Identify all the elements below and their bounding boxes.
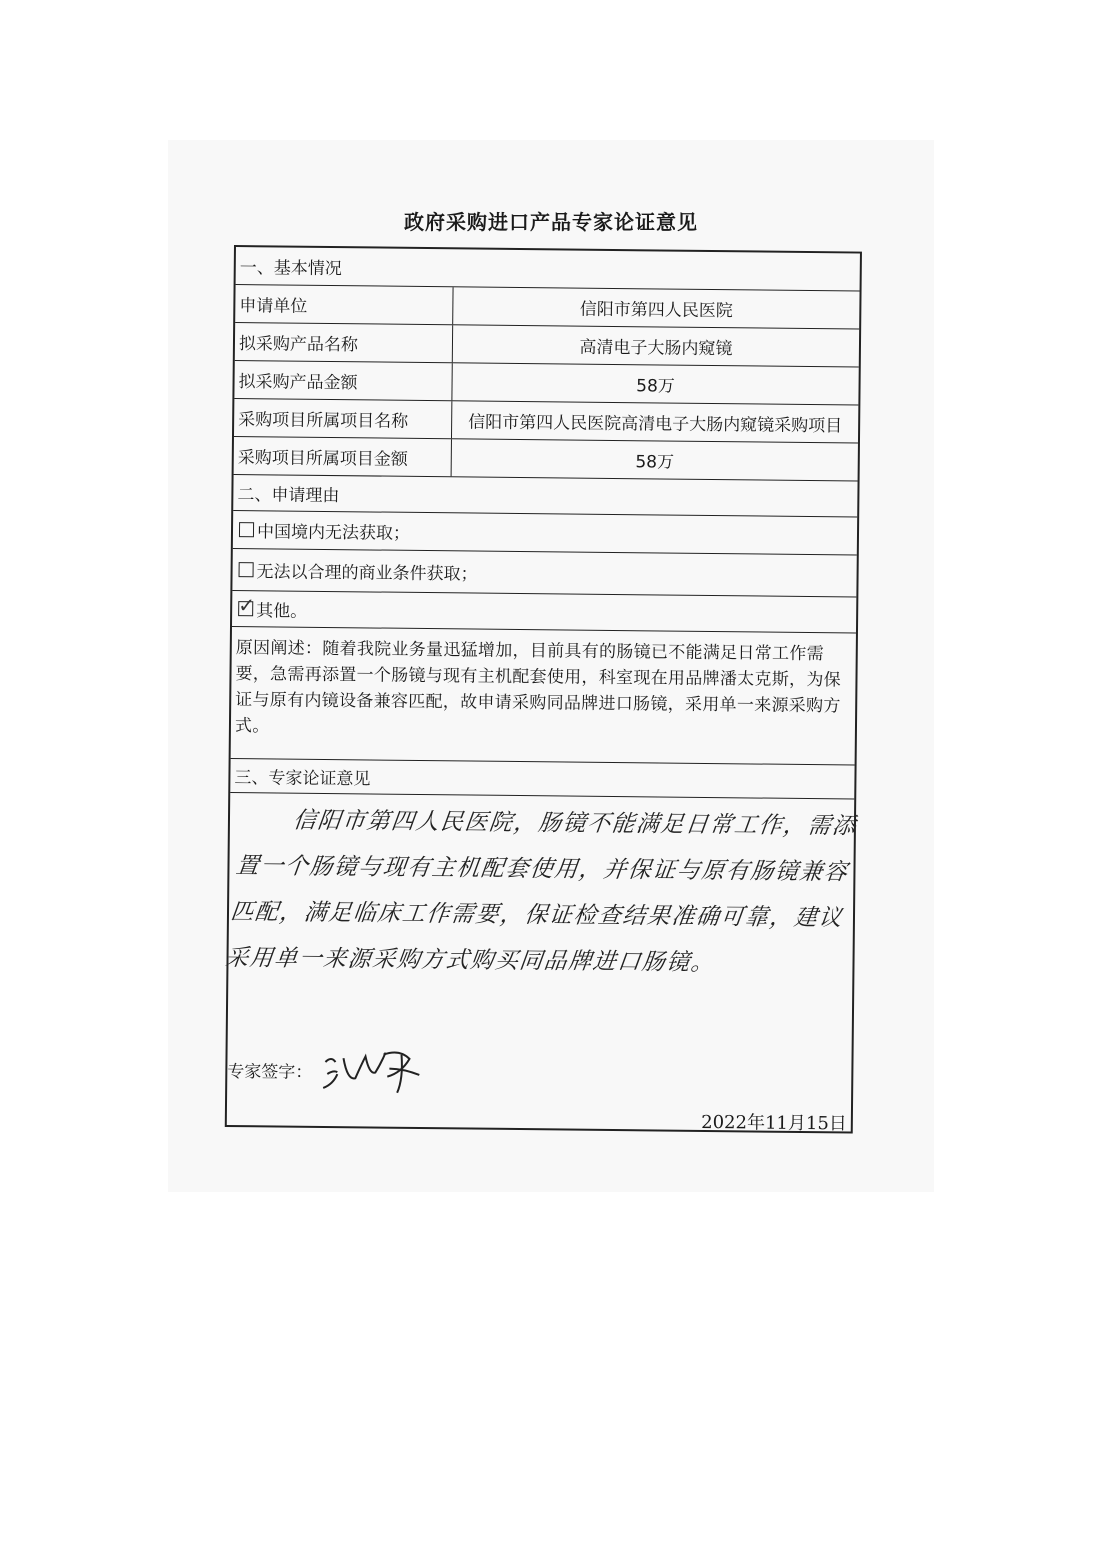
table-row xyxy=(234,437,858,482)
signature-icon xyxy=(319,1034,430,1095)
row-label: 拟采购产品金额 xyxy=(234,361,452,400)
tick-mark-icon: ✓ xyxy=(238,593,256,618)
option-label: 中国境内无法获取； xyxy=(256,522,411,544)
table-row xyxy=(235,323,859,368)
option-label: 无法以合理的商业条件获取； xyxy=(256,562,478,585)
table-row xyxy=(235,285,859,330)
option-label: 其他。 xyxy=(256,601,308,622)
row-label: 采购项目所属项目名称 xyxy=(234,399,452,438)
checkbox-icon xyxy=(239,522,254,537)
checkbox-icon xyxy=(239,562,254,577)
expert-opinion-area xyxy=(223,793,859,1135)
table-row xyxy=(234,399,858,444)
table-row xyxy=(234,361,858,406)
row-value: 58万 xyxy=(636,376,675,397)
section-heading-text: 二、申请理由 xyxy=(237,485,340,507)
document-title: 政府采购进口产品专家论证意见 xyxy=(404,210,698,234)
checked-checkbox-icon xyxy=(238,593,256,618)
signature-date: 2022年11月15日 xyxy=(701,1111,847,1135)
reason-text: 原因阐述：随着我院业务量迅猛增加，目前具有的肠镜已不能满足日常工作需要，急需再添置一个肠镜与现有主机配套使用，科室现在用品牌潘太克斯，为保证与原有内镜设备兼容匹配，故申请采购同品牌进口肠镜，采用单一来源采购方式。 xyxy=(231,627,856,766)
expert-opinion-form xyxy=(225,245,862,1134)
row-label: 拟采购产品名称 xyxy=(235,323,453,362)
row-value: 信阳市第四人民医院 xyxy=(579,299,733,322)
section-basic-info-heading xyxy=(236,247,860,292)
option-row xyxy=(233,511,857,556)
row-value: 高清电子大肠内窥镜 xyxy=(579,337,733,360)
handwritten-opinion: 信阳市第四人民医院，肠镜不能满足日常工作，需添置一个肠镜与现有主机配套使用，并保证与原有肠镜兼容匹配，满足临床工作需要，保证检查结果准确可靠，建议采用单一来源采购方式购买同品牌进口肠镜。 xyxy=(223,807,859,977)
section-heading-text: 一、基本情况 xyxy=(239,258,342,280)
option-row xyxy=(232,549,856,598)
row-value: 信阳市第四人民医院高清电子大肠内窥镜采购项目 xyxy=(468,412,843,437)
section-heading-text: 三、专家论证意见 xyxy=(234,768,371,790)
row-label: 申请单位 xyxy=(235,285,453,324)
row-label: 采购项目所属项目金额 xyxy=(234,437,452,476)
signature-label: 专家签字： xyxy=(227,1061,313,1083)
row-value: 58万 xyxy=(635,452,675,473)
